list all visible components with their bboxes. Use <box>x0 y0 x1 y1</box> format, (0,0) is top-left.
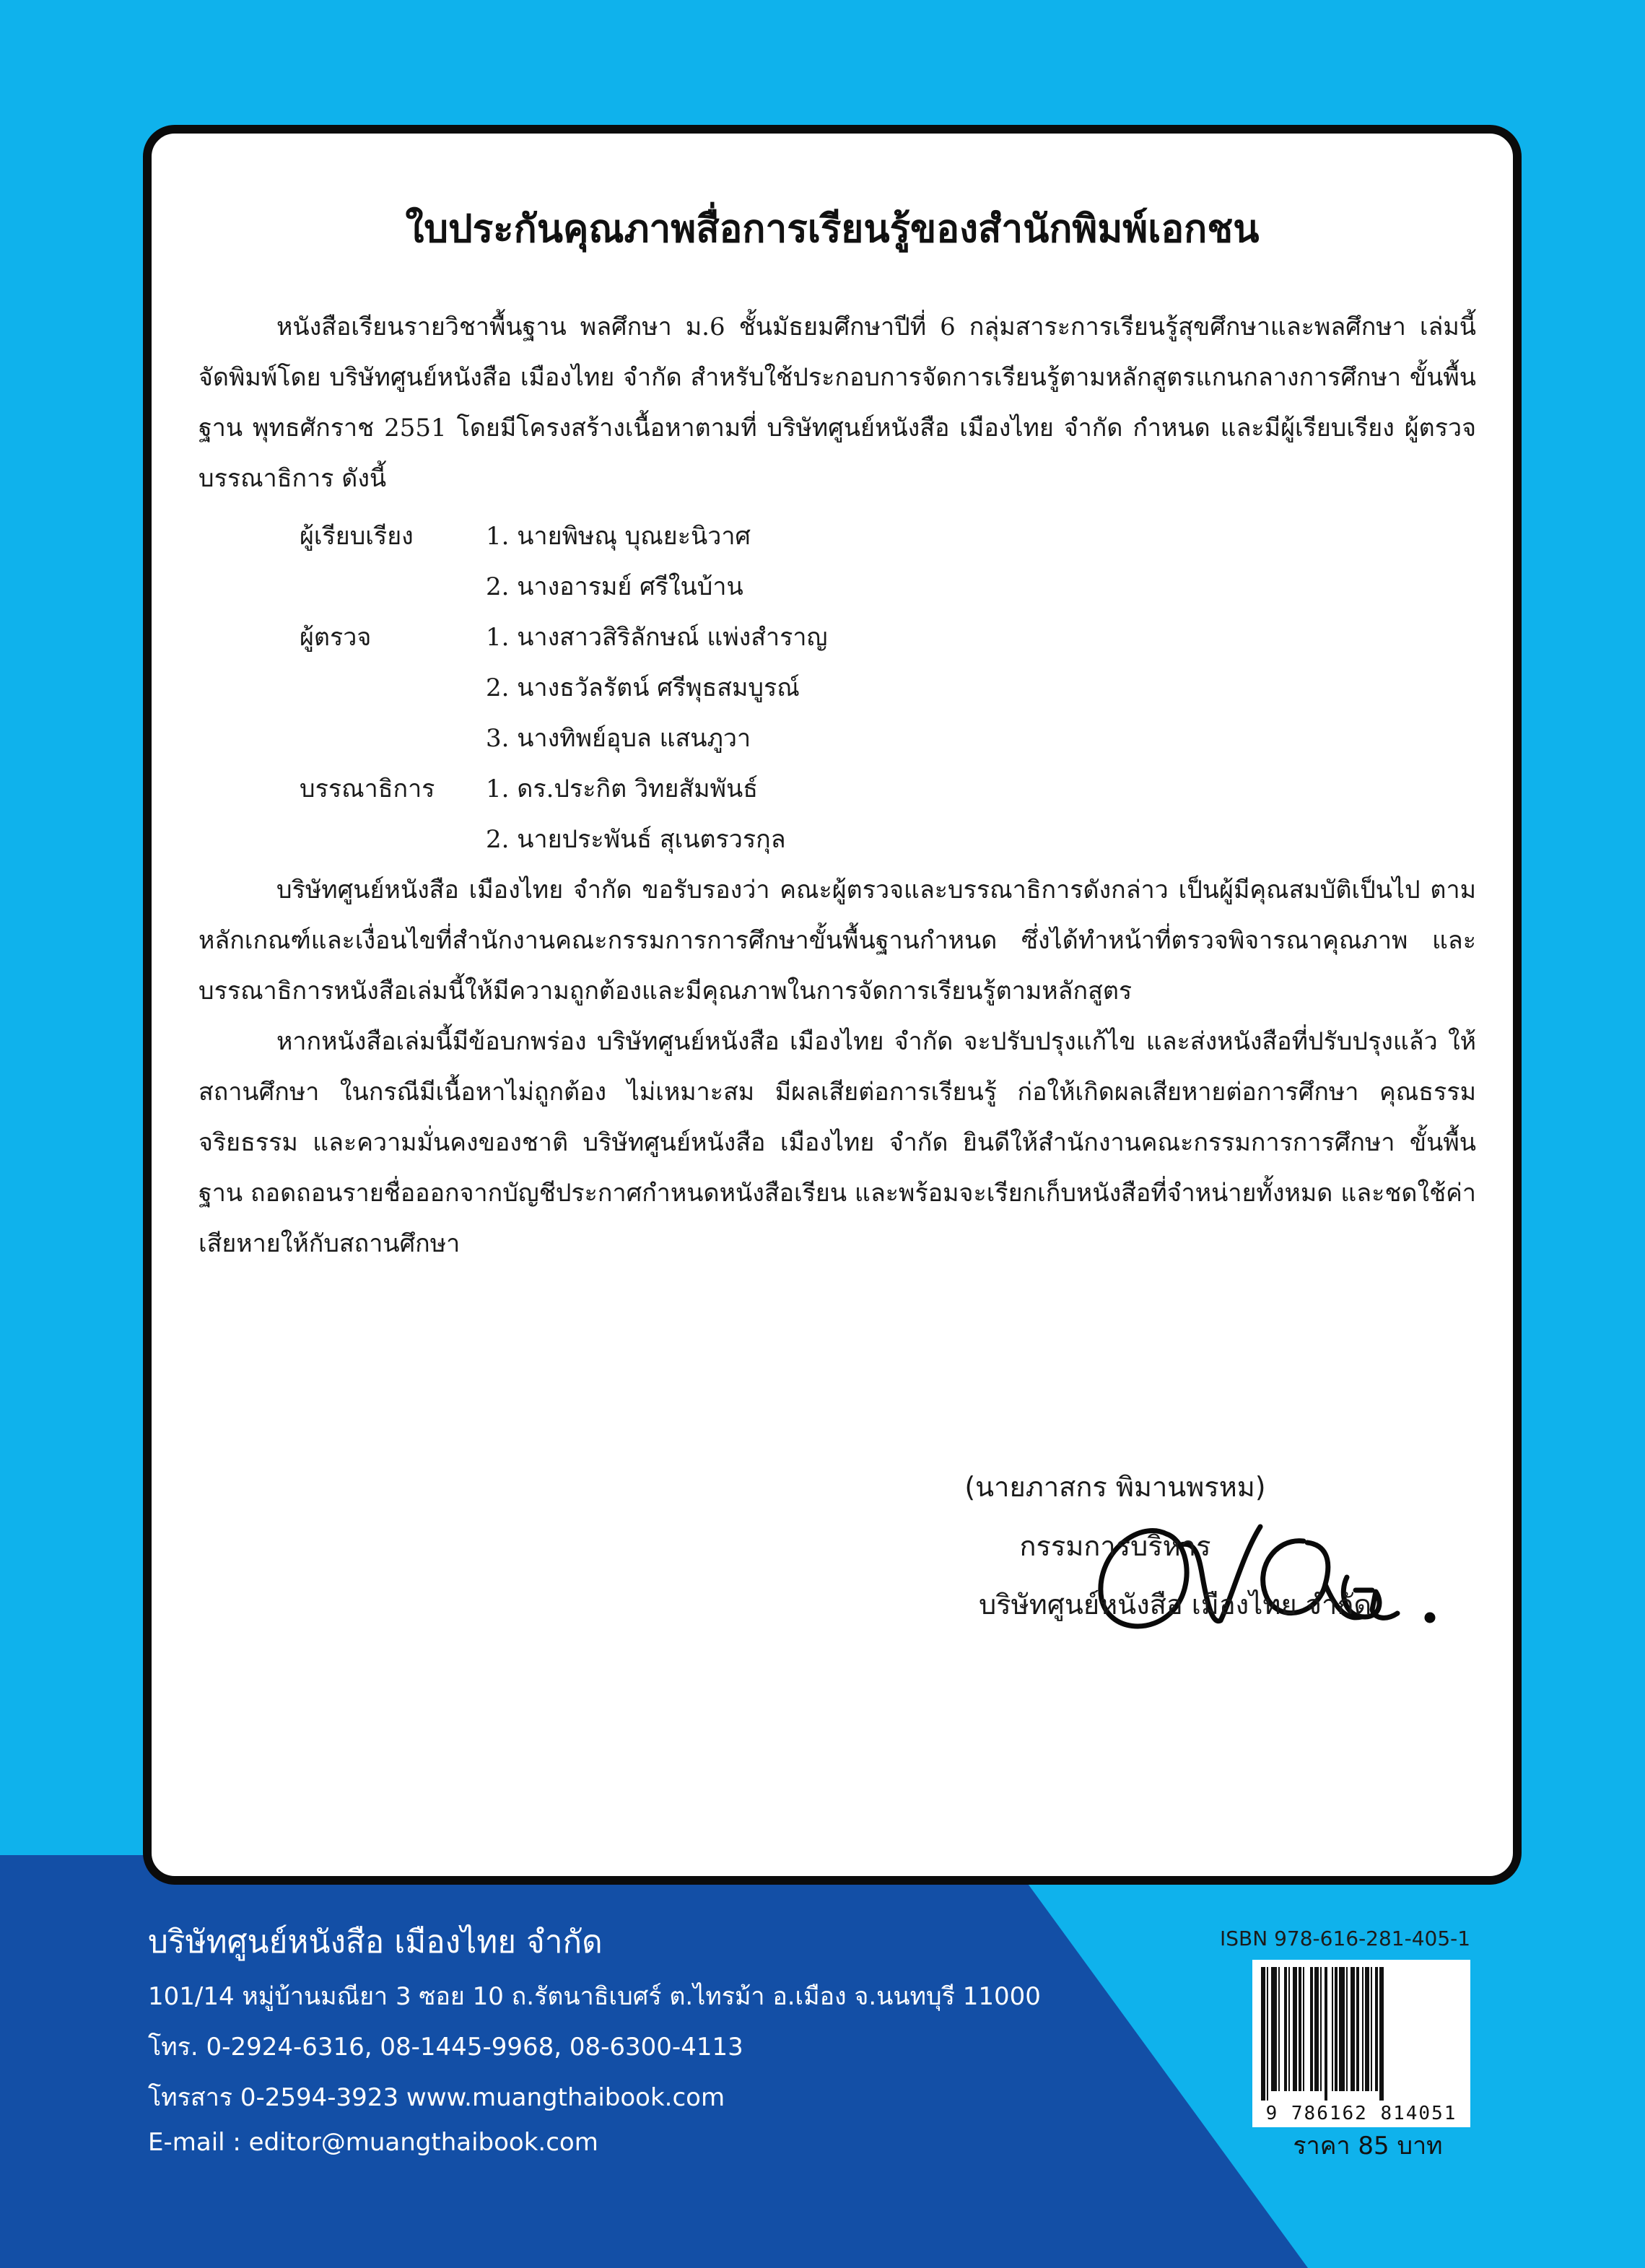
staff-name: 1. นายพิษณุ บุณยะนิวาศ <box>486 522 751 551</box>
signatory-company: บริษัทศูนย์หนังสือ เมืองไทย จำกัด <box>979 1589 1371 1621</box>
barcode-bar <box>1332 1967 1333 2091</box>
barcode-bar <box>1310 1967 1313 2091</box>
signatory-position: กรรมการบริหาร <box>1019 1530 1211 1562</box>
signatory-name: (นายภาสกร พิมานพรหม) <box>964 1471 1266 1503</box>
staff-name: 2. นางอารมย์ ศรีในบ้าน <box>486 572 743 601</box>
staff-role: ผู้เรียบเรียง <box>300 522 414 551</box>
isbn-label: ISBN 978-616-281-405-1 <box>1220 1927 1471 1950</box>
staff-role: ผู้ตรวจ <box>300 623 372 652</box>
barcode-bar <box>1271 1967 1277 2091</box>
barcode-bar <box>1351 1967 1355 2091</box>
barcode-bar <box>1284 1967 1287 2091</box>
barcode-bar <box>1371 1967 1372 2091</box>
barcode-bar <box>1261 1967 1265 2101</box>
certificate-title: ใบประกันคุณภาพสื่อการเรียนรู้ของสำนักพิมพ์เอกชน <box>405 207 1260 251</box>
barcode-bar <box>1293 1967 1297 2091</box>
staff-name: 1. นางสาวสิริลักษณ์ แพ่งสำราญ <box>486 623 828 652</box>
price-label: ราคา 85 บาท <box>1293 2132 1443 2160</box>
barcode-bar <box>1325 1967 1327 2101</box>
barcode-bar <box>1299 1967 1301 2091</box>
pledge-paragraph: หากหนังสือเล่มนี้มีข้อบกพร่อง บริษัทศูนย์หนังสือ เมืองไทย จำกัด จะปรับปรุงแก้ไข และส่งหนังสือที่ปรับปรุงแล้ว ให้สถานศึกษา ในกรณีมีเนื้อหาไม่ถูกต้อง ไม่เหมาะสม มีผลเสียต่อการเรียนรู้ ก่อให้เกิดผลเสียหายต่อการศึกษา คุณธรรม จริยธรรม และความมั่นคงของชาติ บริษัทศูนย์หนังสือ เมืองไทย จำกัด ยินดีให้สำนักงานคณะกรรมการการศึกษา ขั้นพื้นฐาน ถอดถอนรายชื่อออกจากบัญชีประกาศกำหนดหนังสือเรียน และพร้อมจะเรียกเก็บหนังสือที่จำหน่ายทั้งหมด และชดใช้ค่าเสียหายให้กับสถานศึกษา <box>198 1027 1476 1258</box>
certification-paragraph: บริษัทศูนย์หนังสือ เมืองไทย จำกัด ขอรับรองว่า คณะผู้ตรวจและบรรณาธิการดังกล่าว เป็นผู้มีคุณสมบัติเป็นไป ตามหลักเกณฑ์และเงื่อนไขที่สำนักงานคณะกรรมการการศึกษาขั้นพื้นฐานกำหนด ซึ่งได้ทำหน้าที่ตรวจพิจารณาคุณภาพ และบรรณาธิการหนังสือเล่มนี้ให้มีความถูกต้องและมีคุณภาพในการจัดการเรียนรู้ตามหลักสูตร <box>198 876 1476 1006</box>
barcode-bar <box>1375 1967 1378 2091</box>
publisher-address: 101/14 หมู่บ้านมณียา 3 ซอย 10 ถ.รัตนาธิเบศร์ ต.ไทรม้า อ.เมือง จ.นนทบุรี 11000 <box>148 1982 1041 2011</box>
barcode-bar <box>1379 1967 1384 2101</box>
intro-paragraph: หนังสือเรียนรายวิชาพื้นฐาน พลศึกษา ม.6 ชั้นมัธยมศึกษาปีที่ 6 กลุ่มสาระการเรียนรู้สุขศึกษาและพลศึกษา เล่มนี้ จัดพิมพ์โดย บริษัทศูนย์หนังสือ เมืองไทย จำกัด สำหรับใช้ประกอบการจัดการเรียนรู้ตามหลักสูตรแกนกลางการศึกษา ขั้นพื้นฐาน พุทธศักราช 2551 โดยมีโครงสร้างเนื้อหาตามที่ บริษัทศูนย์หนังสือ เมืองไทย จำกัด กำหนด และมีผู้เรียบเรียง ผู้ตรวจ บรรณาธิการ ดังนี้ <box>198 313 1476 493</box>
barcode-bar <box>1303 1967 1304 2091</box>
barcode-bar <box>1267 1967 1268 2101</box>
staff-role: บรรณาธิการ <box>300 775 435 803</box>
barcode-bar <box>1314 1967 1319 2091</box>
barcode-bar <box>1346 1967 1348 2091</box>
barcode-bar <box>1356 1967 1359 2091</box>
barcode-bar <box>1339 1967 1345 2091</box>
barcode-bar <box>1362 1967 1363 2091</box>
publisher-email: E-mail : editor@muangthaibook.com <box>148 2128 598 2157</box>
staff-name: 3. นางทิพย์อุบล แสนภูวา <box>486 724 751 753</box>
barcode <box>1252 1960 1470 2127</box>
barcode-bars-icon <box>1252 1960 1470 2104</box>
publisher-phone: โทร. 0-2924-6316, 08-1445-9968, 08-6300-4113 <box>148 2033 743 2062</box>
barcode-digits: 9 786162 814051 <box>1265 2103 1457 2124</box>
barcode-bar <box>1335 1967 1338 2091</box>
barcode-bar <box>1320 1967 1322 2091</box>
staff-name: 1. ดร.ประกิต วิทยสัมพันธ์ <box>486 775 758 803</box>
staff-name: 2. นางธวัลรัตน์ ศรีพุธสมบูรณ์ <box>486 673 800 702</box>
barcode-bar <box>1288 1967 1290 2091</box>
publisher-name: บริษัทศูนย์หนังสือ เมืองไทย จำกัด <box>148 1924 603 1960</box>
staff-name: 2. นายประพันธ์ สุเนตรวรกุล <box>486 825 786 854</box>
publisher-fax-website: โทรสาร 0-2594-3923 www.muangthaibook.com <box>148 2083 725 2112</box>
barcode-bar <box>1365 1967 1369 2091</box>
barcode-bar <box>1278 1967 1280 2091</box>
